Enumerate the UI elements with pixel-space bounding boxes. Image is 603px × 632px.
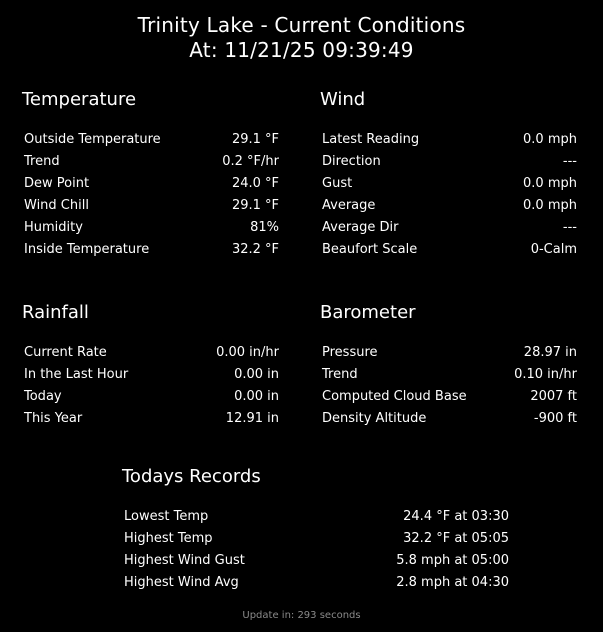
row-label: Current Rate	[24, 345, 107, 360]
temperature-row-wind-chill	[24, 195, 279, 217]
row-label: Wind Chill	[24, 198, 89, 213]
row-value: 0.00 in/hr	[216, 345, 279, 360]
temperature-row-inside	[24, 239, 279, 261]
temperature-row-trend	[24, 151, 279, 173]
barometer-row-trend	[322, 364, 577, 386]
row-label: Pressure	[322, 345, 378, 360]
records-row-highest-temp	[124, 528, 509, 550]
observation-timestamp: At: 11/21/25 09:39:49	[189, 38, 414, 62]
temperature-row-dew-point	[24, 173, 279, 195]
row-label: Trend	[24, 154, 60, 169]
row-label: Highest Temp	[124, 531, 213, 546]
wind-row-beaufort	[322, 239, 577, 261]
barometer-section	[322, 302, 577, 430]
row-value: 32.2 °F	[231, 242, 279, 257]
row-value: 0.00 in	[234, 389, 279, 404]
todays-records-section-title: Todays Records	[122, 466, 261, 487]
barometer-row-density-altitude	[322, 408, 577, 430]
barometer-row-cloud-base	[322, 386, 577, 408]
row-label: This Year	[24, 411, 83, 426]
row-value: 12.91 in	[225, 411, 279, 426]
row-label: Average Dir	[322, 220, 399, 235]
row-value: 2.8 mph at 04:30	[396, 575, 509, 590]
row-value: 24.0 °F	[231, 176, 279, 191]
wind-section-title: Wind	[320, 89, 366, 110]
row-label: Direction	[322, 154, 381, 169]
row-label: Inside Temperature	[24, 242, 150, 257]
wind-row-average	[322, 195, 577, 217]
row-value: 32.2 °F at 05:05	[403, 531, 509, 546]
row-label: Latest Reading	[322, 132, 420, 147]
row-value: 29.1 °F	[231, 198, 279, 213]
row-value: 0.10 in/hr	[514, 367, 577, 382]
records-row-highest-gust	[124, 550, 509, 572]
temperature-row-humidity	[24, 217, 279, 239]
row-value: -900 ft	[533, 411, 577, 426]
row-label: Trend	[322, 367, 358, 382]
row-value: 24.4 °F at 03:30	[403, 509, 509, 524]
row-value: ---	[562, 154, 577, 169]
rainfall-row-today	[24, 386, 279, 408]
wind-section	[322, 89, 577, 261]
temperature-section-title: Temperature	[22, 89, 137, 110]
row-label: Gust	[322, 176, 353, 191]
row-label: Beaufort Scale	[322, 242, 418, 257]
todays-records-section	[124, 466, 509, 594]
row-label: Today	[24, 389, 62, 404]
row-label: Highest Wind Avg	[124, 575, 239, 590]
row-value: 2007 ft	[530, 389, 577, 404]
rainfall-section	[24, 302, 279, 430]
row-value: 0.0 mph	[523, 132, 577, 147]
row-label: Computed Cloud Base	[322, 389, 467, 404]
records-row-lowest-temp	[124, 506, 509, 528]
temperature-section	[24, 89, 279, 261]
row-value: 0.00 in	[234, 367, 279, 382]
wind-row-average-dir	[322, 217, 577, 239]
row-value: ---	[562, 220, 577, 235]
barometer-row-pressure	[322, 342, 577, 364]
row-label: In the Last Hour	[24, 367, 129, 382]
row-label: Density Altitude	[322, 411, 427, 426]
page-title: Trinity Lake - Current Conditions	[137, 13, 466, 37]
temperature-row-outside	[24, 129, 279, 151]
row-value: 81%	[250, 220, 279, 235]
wind-row-latest	[322, 129, 577, 151]
row-label: Average	[322, 198, 376, 213]
row-label: Humidity	[24, 220, 83, 235]
update-countdown: Update in: 293 seconds	[242, 610, 361, 621]
row-value: 0.0 mph	[523, 198, 577, 213]
row-label: Outside Temperature	[24, 132, 161, 147]
row-value: 0-Calm	[530, 242, 577, 257]
records-row-highest-wind-avg	[124, 572, 509, 594]
wind-row-gust	[322, 173, 577, 195]
row-value: 28.97 in	[523, 345, 577, 360]
rainfall-row-this-year	[24, 408, 279, 430]
row-label: Highest Wind Gust	[124, 553, 245, 568]
rainfall-section-title: Rainfall	[22, 302, 89, 323]
barometer-section-title: Barometer	[320, 302, 416, 323]
row-value: 0.0 mph	[523, 176, 577, 191]
page-header	[0, 13, 603, 63]
rainfall-row-last-hour	[24, 364, 279, 386]
rainfall-row-current-rate	[24, 342, 279, 364]
row-label: Lowest Temp	[124, 509, 209, 524]
row-value: 5.8 mph at 05:00	[396, 553, 509, 568]
row-value: 0.2 °F/hr	[222, 154, 279, 169]
row-value: 29.1 °F	[231, 132, 279, 147]
wind-row-direction	[322, 151, 577, 173]
row-label: Dew Point	[24, 176, 90, 191]
